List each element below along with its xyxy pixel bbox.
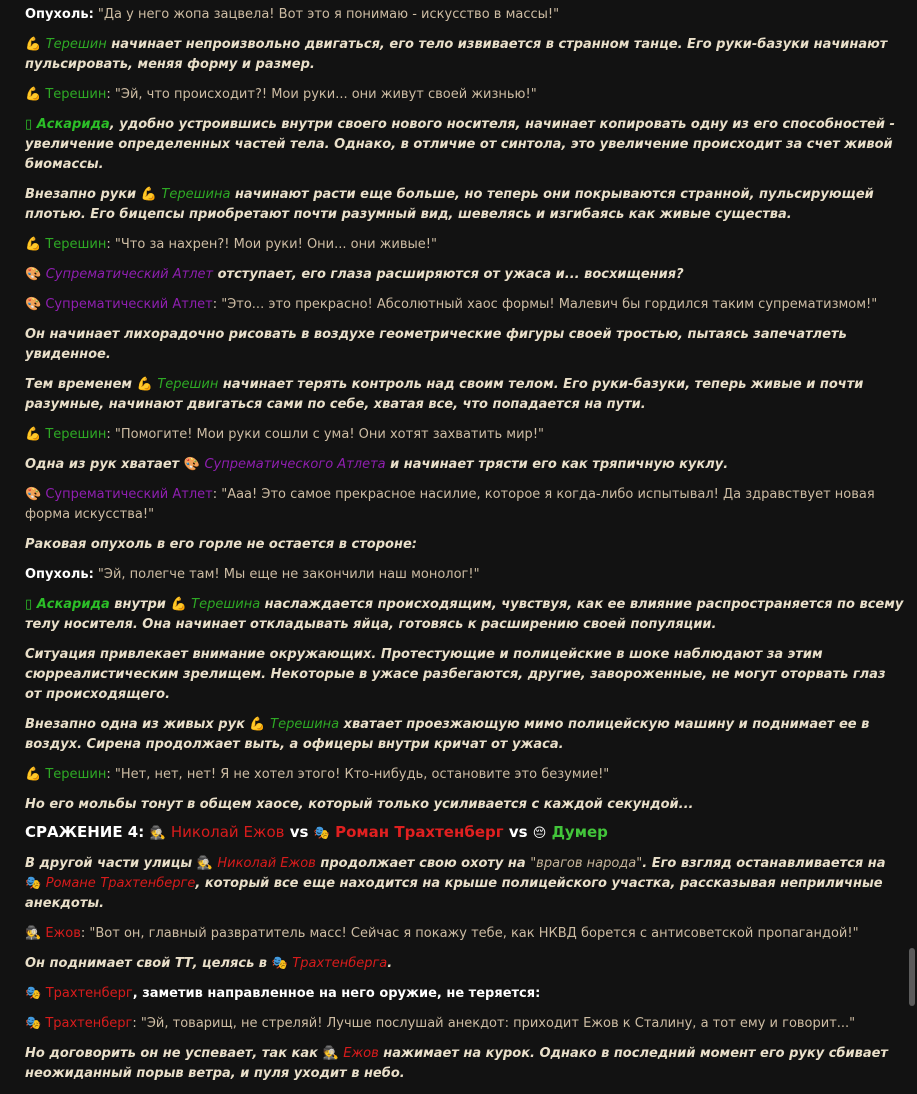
quote: "Вот он, главный развратитель масс! Сейчас я покажу тебе, как НКВД борется с антисоветской пропагандой!" <box>89 926 859 941</box>
flexed-biceps-icon: 💪 <box>25 37 42 52</box>
character-ezhov: Николай Ежов <box>217 856 316 871</box>
story-line <box>25 185 905 225</box>
quote: "Помогите! Мои руки сошли с ума! Они хотят захватить мир!" <box>114 427 545 442</box>
flexed-biceps-icon: 💪 <box>136 377 153 392</box>
flexed-biceps-icon: 💪 <box>25 237 42 252</box>
story-line: 💪 Терешин: "Помогите! Мои руки сошли с ума! Они хотят захватить мир!" <box>25 427 545 442</box>
flexed-biceps-icon: 💪 <box>25 87 42 102</box>
character-roman: Романе <box>45 876 96 891</box>
story-line <box>25 954 905 974</box>
worm-icon: ▯ <box>25 117 33 132</box>
story-line <box>25 984 905 1004</box>
quote: "Это... это прекрасно! Абсолютный хаос формы! Малевич бы гордился таким супрематизмом!" <box>221 297 878 312</box>
narration: отступает, его глаза расширяются от ужаса и... восхищения? <box>213 267 684 282</box>
fighter-doomer: Думер <box>551 823 608 841</box>
narration: Он поднимает свой ТТ, целясь в <box>25 956 272 971</box>
detective-icon: 🕵 <box>25 926 42 941</box>
speaker-tereshin: Терешин <box>45 237 107 252</box>
palette-icon: 🎨 <box>183 457 200 472</box>
narration: начинает непроизвольно двигаться, его тело извивается в странном танце. Его руки-базуки начинают пульсировать, меняя форму и размер. <box>25 37 888 72</box>
quote: "Да у него жопа зацвела! Вот это я понимаю - искусство в массы!" <box>97 7 560 22</box>
story-line <box>25 595 905 635</box>
speaker-athlete: Супрематический Атлет <box>45 297 213 312</box>
narration: Одна из рук хватает <box>25 457 184 472</box>
scrollbar[interactable] <box>909 948 915 1006</box>
narration: нажимает на курок. Однако в последний момент его руку сбивает неожиданный порыв ветра, и пуля уходит в небо. <box>25 1046 888 1081</box>
flexed-biceps-icon: 💪 <box>249 717 266 732</box>
worm-icon: ▯ <box>25 597 33 612</box>
quote: "Нет, нет, нет! Я не хотел этого! Кто-нибудь, остановите это безумие!" <box>114 767 610 782</box>
story-line: Раковая опухоль в его горле не остается в стороне: <box>25 537 417 552</box>
theater-masks-icon: 🎭 <box>25 1016 42 1031</box>
palette-icon: 🎨 <box>25 487 42 502</box>
character-tereshina: Терешина <box>161 187 231 202</box>
quote: "Эй, товарищ, не стреляй! Лучше послушай анекдот: приходит Ежов к Сталину, а тот ему и говорит..." <box>140 1016 856 1031</box>
narration: и начинает трясти его как тряпичную куклу. <box>385 457 729 472</box>
character-askarida: Аскарида <box>36 597 110 612</box>
speaker-ezhov: Ежов <box>45 926 81 941</box>
battle-label: СРАЖЕНИЕ 4: <box>25 823 145 841</box>
speaker-athlete: Супрематический Атлет <box>45 487 213 502</box>
story-line: 💪 Терешин: "Нет, нет, нет! Я не хотел этого! Кто-нибудь, остановите это безумие!" <box>25 767 610 782</box>
character-askarida: Аскарида <box>36 117 110 132</box>
story-line: 🎨 Супрематический Атлет: "Ааа! Это самое прекрасное насилие, которое я когда-либо испытывал! Да здравствует новая форма искусства!" <box>25 487 875 522</box>
story-line <box>25 35 905 75</box>
character-tereshin: Терешин <box>157 377 219 392</box>
story-line <box>25 1044 905 1084</box>
palette-icon: 🎨 <box>25 267 42 282</box>
character-athlete: Супрематический Атлет <box>45 267 214 282</box>
story-line: Ситуация привлекает внимание окружающих. Протестующие и полицейские в шоке наблюдают за этим сюрреалистическим зрелищем. Некоторые в ужасе разбегаются, другие, завороженные, не могут оторвать глаз от происходящего. <box>25 647 886 702</box>
narration: продолжает свою охоту на <box>315 856 531 871</box>
flexed-biceps-icon: 💪 <box>140 187 157 202</box>
story-line <box>25 115 905 175</box>
story-line <box>25 715 905 755</box>
fighter-ezhov: Николай Ежов <box>170 823 285 841</box>
narration: наслаждается происходящим, чувствуя, как ее влияние распространяется по всему телу носителя. Она начинает откладывать яйца, готовясь к расширению своей популяции. <box>25 597 904 632</box>
speaker-tumor: Опухоль: <box>25 567 94 582</box>
story-line: 🎨 Супрематический Атлет: "Это... это прекрасно! Абсолютный хаос формы! Малевич бы гордился таким супрематизмом!" <box>25 297 878 312</box>
story-line <box>25 565 905 585</box>
speaker-tereshin: Терешин <box>45 87 107 102</box>
character-tereshina: Терешина <box>191 597 261 612</box>
quote: "Ааа! Это самое прекрасное насилие, которое я когда-либо испытывал! Да здравствует новая форма искусства!" <box>25 487 875 522</box>
speaker-trakhtenberg: Трахтенберг <box>45 1016 133 1031</box>
flexed-biceps-icon: 💪 <box>25 767 42 782</box>
quote: "Эй, полегче там! Мы еще не закончили наш монолог!" <box>97 567 480 582</box>
story-line <box>25 5 905 25</box>
character-tereshina: Терешина <box>270 717 340 732</box>
speaker-tereshin: Терешин <box>45 767 107 782</box>
narration: Внезапно одна из живых рук <box>25 717 250 732</box>
narration: начинает терять контроль над своим телом. Его руки-базуки, теперь живые и почти разумные, начинают двигаться сами по себе, хватая все, что попадается на пути. <box>25 377 864 412</box>
speaker-tumor: Опухоль: <box>25 7 94 22</box>
quote: "Что за нахрен?! Мои руки! Они... они живые!" <box>114 237 437 252</box>
story-line: Но его мольбы тонут в общем хаосе, который только усиливается с каждой секундой... <box>25 797 694 812</box>
narration: . <box>387 956 393 971</box>
story-line: 💪 Терешин: "Что за нахрен?! Мои руки! Они... они живые!" <box>25 237 437 252</box>
narration: , удобно устроившись внутри своего нового носителя, начинает копировать одну из его способностей - увеличение определенных частей тела. Однако, в отличие от синтола, это увеличение происходит за счет живой биомассы. <box>25 117 895 172</box>
detective-icon: 🕵 <box>149 826 166 841</box>
narration: , который все еще находится на крыше полицейского участка, рассказывая неприличные анекдоты. <box>25 876 883 911</box>
story-line <box>25 375 905 415</box>
flexed-biceps-icon: 💪 <box>25 427 42 442</box>
character-trakhtenberg: Трахтенберга <box>292 956 388 971</box>
vs-label: vs <box>508 823 528 841</box>
character-athlete: Супрематического Атлета <box>204 457 386 472</box>
narration: начинают расти еще больше, но теперь они покрываются странной, пульсирующей плотью. Его бицепсы приобретают почти разумный вид, шевелясь и изгибаясь как живые существа. <box>25 187 874 222</box>
story-line: Он начинает лихорадочно рисовать в воздухе геометрические фигуры своей тростью, пытаясь запечатлеть увиденное. <box>25 327 847 362</box>
story-line: 💪 Терешин: "Эй, что происходит?! Мои руки... они живут своей жизнью!" <box>25 87 537 102</box>
narration: В другой части улицы <box>25 856 197 871</box>
palette-icon: 🎨 <box>25 297 42 312</box>
detective-icon: 🕵 <box>196 856 213 871</box>
story-line <box>25 265 905 285</box>
character-trakhtenberg: Трахтенберге <box>100 876 196 891</box>
narration: хватает проезжающую мимо полицейскую машину и поднимает ее в воздух. Сирена продолжает выть, а офицеры внутри кричат от ужаса. <box>25 717 870 752</box>
sad-face-icon: 😔 <box>532 826 547 841</box>
vs-label: vs <box>289 823 309 841</box>
speaker-trakhtenberg: Трахтенберг <box>45 986 133 1001</box>
character-ezhov: Ежов <box>343 1046 379 1061</box>
theater-masks-icon: 🎭 <box>25 876 42 891</box>
quote: "Эй, что происходит?! Мои руки... они живут своей жизнью!" <box>114 87 537 102</box>
theater-masks-icon: 🎭 <box>25 986 42 1001</box>
fighter-trakhtenberg: Роман Трахтенберг <box>335 823 504 841</box>
theater-masks-icon: 🎭 <box>313 826 330 841</box>
narration: , заметив направленное на него оружие, не теряется: <box>132 986 541 1001</box>
quoted-phrase: "врагов народа" <box>530 856 643 871</box>
detective-icon: 🕵 <box>322 1046 339 1061</box>
story-log <box>25 5 905 1094</box>
narration: внутри <box>109 597 171 612</box>
narration: Тем временем <box>25 377 137 392</box>
story-line: 🕵 Ежов: "Вот он, главный развратитель масс! Сейчас я покажу тебе, как НКВД борется с антисоветской пропагандой!" <box>25 926 859 941</box>
narration: Но договорить он не успевает, так как <box>25 1046 323 1061</box>
story-line <box>25 455 905 475</box>
theater-masks-icon: 🎭 <box>271 956 288 971</box>
speaker-tereshin: Терешин <box>45 427 107 442</box>
story-line: 🎭 Трахтенберг: "Эй, товарищ, не стреляй! Лучше послушай анекдот: приходит Ежов к Сталину, а тот ему и говорит..." <box>25 1016 856 1031</box>
character-tereshin: Терешин <box>45 37 107 52</box>
flexed-biceps-icon: 💪 <box>170 597 187 612</box>
battle-header <box>25 822 905 844</box>
narration: Внезапно руки <box>25 187 141 202</box>
narration: . Его взгляд останавливается на <box>642 856 886 871</box>
story-line <box>25 854 905 914</box>
